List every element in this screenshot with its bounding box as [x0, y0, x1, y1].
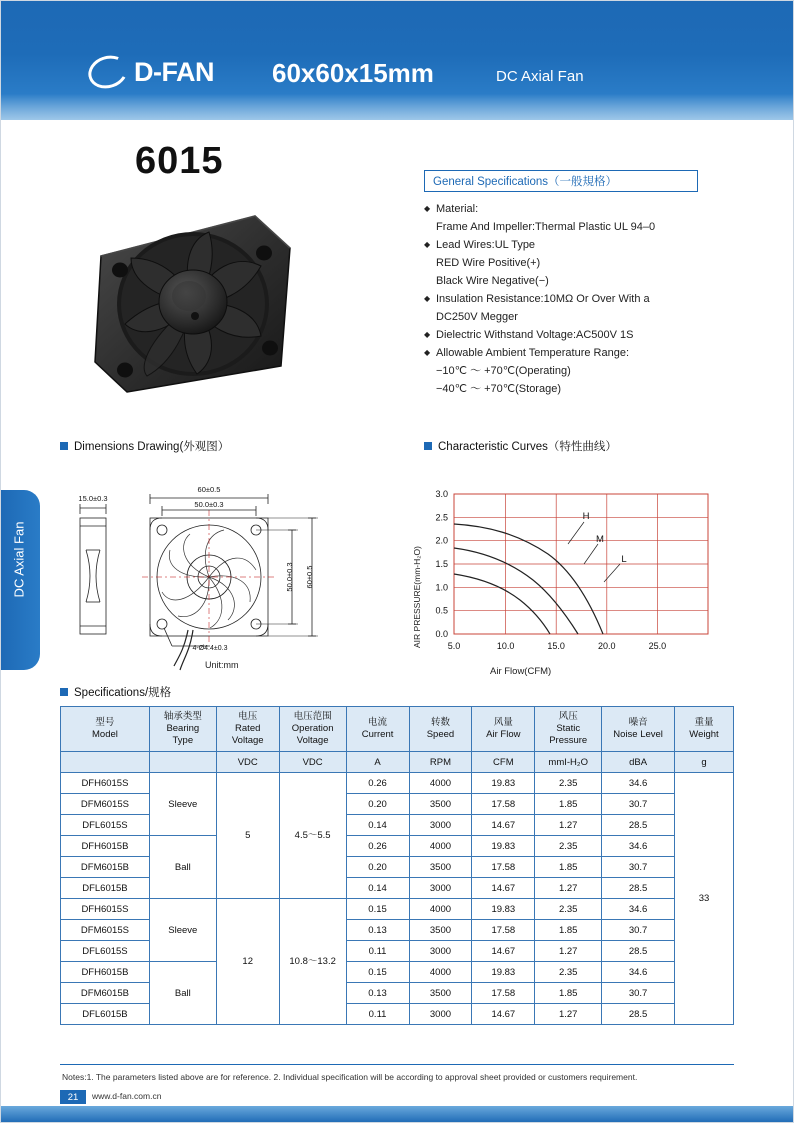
cell-rated-voltage: 12 — [216, 899, 279, 1025]
cell-noise: 28.5 — [602, 941, 675, 962]
svg-text:50.0±0.3: 50.0±0.3 — [194, 500, 224, 509]
cell-speed: 3000 — [409, 815, 472, 836]
fan-product-photo — [85, 196, 300, 411]
specifications-table — [60, 706, 734, 1025]
footer-band — [0, 1106, 794, 1123]
svg-text:H: H — [582, 511, 590, 522]
spec-item-megger: DC250V Megger — [436, 311, 518, 323]
dimensions-heading — [60, 438, 229, 454]
cell-current: 0.26 — [346, 836, 409, 857]
unit-static-pressure: mmI-H₂O — [535, 752, 602, 773]
cell-model: DFL6015B — [61, 1004, 150, 1025]
cell-static-pressure: 1.85 — [535, 794, 602, 815]
cell-current: 0.13 — [346, 920, 409, 941]
unit-model — [61, 752, 150, 773]
cell-air-flow: 19.83 — [472, 962, 535, 983]
footer-website: www.d-fan.com.cn — [92, 1091, 162, 1101]
cell-rated-voltage: 5 — [216, 773, 279, 899]
cell-noise: 28.5 — [602, 1004, 675, 1025]
cell-current: 0.20 — [346, 794, 409, 815]
cell-air-flow: 17.58 — [472, 794, 535, 815]
svg-text:4-Ø4.4±0.3: 4-Ø4.4±0.3 — [192, 645, 228, 652]
col-model: 型号 Model — [61, 707, 150, 752]
cell-speed: 4000 — [409, 836, 472, 857]
unit-operation-voltage: VDC — [279, 752, 346, 773]
general-specifications-list — [424, 200, 754, 398]
col-operation-voltage: 电压范围 Operation Voltage — [279, 707, 346, 752]
table-row — [61, 899, 734, 920]
cell-speed: 4000 — [409, 962, 472, 983]
cell-air-flow: 17.58 — [472, 983, 535, 1004]
cell-static-pressure: 1.85 — [535, 983, 602, 1004]
cell-air-flow: 14.67 — [472, 815, 535, 836]
cell-static-pressure: 1.27 — [535, 1004, 602, 1025]
col-speed: 转数 Speed — [409, 707, 472, 752]
cell-model: DFM6015B — [61, 857, 150, 878]
svg-text:M: M — [596, 534, 604, 545]
dimensions-heading-label: Dimensions Drawing(外观图） — [74, 441, 230, 453]
cell-air-flow: 14.67 — [472, 941, 535, 962]
cell-air-flow: 17.58 — [472, 857, 535, 878]
spec-item-ambient-temp: ◆ Allowable Ambient Temperature Range: — [424, 344, 754, 362]
spec-item-lead-wires: ◆ Lead Wires:UL Type — [424, 236, 754, 254]
cell-model: DFH6015B — [61, 836, 150, 857]
cell-current: 0.15 — [346, 899, 409, 920]
svg-text:L: L — [621, 554, 627, 565]
cell-air-flow: 14.67 — [472, 878, 535, 899]
cell-operation-voltage: 4.5～5.5 — [279, 773, 346, 899]
specifications-heading — [60, 684, 171, 700]
cell-model: DFM6015S — [61, 920, 150, 941]
cell-operation-voltage: 10.8～13.2 — [279, 899, 346, 1025]
bullet-square-icon — [60, 688, 68, 696]
product-dimension-title: 60x60x15mm — [272, 58, 434, 88]
brand-logo — [88, 56, 214, 88]
bullet-square-icon — [60, 442, 68, 450]
footer-divider — [60, 1064, 734, 1065]
col-rated-voltage: 电压 Rated Voltage — [216, 707, 279, 752]
cell-air-flow: 19.83 — [472, 773, 535, 794]
spec-item-storage-temp: −40℃ ～ +70℃(Storage) — [436, 383, 561, 395]
svg-text:0.0: 0.0 — [435, 629, 448, 639]
cell-noise: 34.6 — [602, 962, 675, 983]
unit-weight: g — [675, 752, 734, 773]
cell-speed: 3500 — [409, 920, 472, 941]
cell-current: 0.15 — [346, 962, 409, 983]
col-weight: 重量 Weight — [675, 707, 734, 752]
chart-y-axis-label: AIR PRESSURE(mm-H₂O) — [412, 546, 422, 648]
col-static-pressure: 风压 Static Pressure — [535, 707, 602, 752]
cell-noise: 34.6 — [602, 836, 675, 857]
svg-text:2.5: 2.5 — [435, 512, 448, 523]
page-number: 21 — [60, 1090, 86, 1104]
col-current: 电流 Current — [346, 707, 409, 752]
cell-static-pressure: 1.85 — [535, 920, 602, 941]
cell-static-pressure: 1.27 — [535, 815, 602, 836]
cell-current: 0.14 — [346, 815, 409, 836]
chart-x-axis-label: Air Flow(CFM) — [490, 666, 552, 677]
cell-bearing: Sleeve — [149, 773, 216, 836]
svg-text:1.0: 1.0 — [435, 582, 448, 593]
cell-speed: 3000 — [409, 878, 472, 899]
cell-model: DFM6015S — [61, 794, 150, 815]
cell-speed: 4000 — [409, 899, 472, 920]
cell-static-pressure: 1.27 — [535, 878, 602, 899]
brand-name: D-FAN — [134, 56, 214, 87]
side-tab-dc-axial-fan — [0, 490, 40, 670]
cell-static-pressure: 2.35 — [535, 962, 602, 983]
cell-bearing: Ball — [149, 962, 216, 1025]
unit-bearing — [149, 752, 216, 773]
table-row — [61, 962, 734, 983]
cell-air-flow: 17.58 — [472, 920, 535, 941]
svg-text:10.0: 10.0 — [496, 641, 515, 651]
svg-text:3.0: 3.0 — [435, 489, 448, 499]
cell-static-pressure: 2.35 — [535, 899, 602, 920]
unit-air-flow: CFM — [472, 752, 535, 773]
spec-item-black-wire: Black Wire Negative(−) — [436, 275, 549, 287]
table-row — [61, 773, 734, 794]
unit-rated-voltage: VDC — [216, 752, 279, 773]
spec-item-insulation: ◆ Insulation Resistance:10MΩ Or Over With a — [424, 290, 754, 308]
cell-current: 0.11 — [346, 1004, 409, 1025]
cell-current: 0.13 — [346, 983, 409, 1004]
table-header-row-1 — [61, 707, 734, 752]
dimensions-drawing — [60, 480, 390, 680]
col-noise-level: 噪音 Noise Level — [602, 707, 675, 752]
spec-item-dielectric: ◆ Dielectric Withstand Voltage:AC500V 1S — [424, 326, 754, 344]
svg-text:20.0: 20.0 — [598, 641, 616, 651]
svg-text:1.5: 1.5 — [435, 559, 448, 569]
general-specifications-title: General Specifications（一般規格） — [424, 170, 698, 192]
cell-noise: 34.6 — [602, 899, 675, 920]
curves-heading-label: Characteristic Curves（特性曲线） — [438, 441, 617, 453]
cell-noise: 28.5 — [602, 815, 675, 836]
spec-item-frame: Frame And Impeller:Thermal Plastic UL 94–0 — [436, 221, 656, 233]
notes-text: Notes:1. The parameters listed above are for reference. 2. Individual specification will be according to approval sheet provided or customers requirement. — [62, 1072, 638, 1082]
cell-static-pressure: 1.85 — [535, 857, 602, 878]
ellipse-logo-icon — [84, 51, 132, 94]
spec-item-operating-temp: −10℃ ～ +70℃(Operating) — [436, 365, 571, 377]
svg-text:50.0±0.3: 50.0±0.3 — [285, 562, 294, 592]
cell-speed: 3500 — [409, 794, 472, 815]
svg-text:60±0.5: 60±0.5 — [305, 565, 314, 589]
cell-model: DFH6015S — [61, 773, 150, 794]
cell-current: 0.11 — [346, 941, 409, 962]
curves-heading — [424, 438, 617, 454]
cell-speed: 3000 — [409, 1004, 472, 1025]
cell-air-flow: 19.83 — [472, 899, 535, 920]
product-type-subtitle: DC Axial Fan — [496, 68, 584, 85]
cell-noise: 30.7 — [602, 857, 675, 878]
cell-bearing: Ball — [149, 836, 216, 899]
cell-model: DFH6015S — [61, 899, 150, 920]
svg-text:15.0: 15.0 — [547, 641, 565, 651]
characteristic-curves-chart — [398, 482, 758, 682]
col-air-flow: 风量 Air Flow — [472, 707, 535, 752]
cell-static-pressure: 2.35 — [535, 773, 602, 794]
cell-noise: 34.6 — [602, 773, 675, 794]
dimensions-unit-label: Unit:mm — [205, 660, 239, 670]
table-row — [61, 836, 734, 857]
unit-speed: RPM — [409, 752, 472, 773]
cell-current: 0.26 — [346, 773, 409, 794]
svg-text:25.0: 25.0 — [648, 641, 667, 651]
cell-speed: 3000 — [409, 941, 472, 962]
cell-noise: 30.7 — [602, 920, 675, 941]
cell-current: 0.20 — [346, 857, 409, 878]
cell-static-pressure: 2.35 — [535, 836, 602, 857]
bullet-square-icon — [424, 442, 432, 450]
page-header — [0, 0, 794, 120]
unit-noise-level: dBA — [602, 752, 675, 773]
cell-model: DFM6015B — [61, 983, 150, 1004]
svg-text:2.0: 2.0 — [435, 535, 448, 546]
svg-text:0.5: 0.5 — [435, 605, 448, 616]
cell-noise: 28.5 — [602, 878, 675, 899]
cell-air-flow: 14.67 — [472, 1004, 535, 1025]
cell-speed: 3500 — [409, 983, 472, 1004]
col-bearing-type: 轴承类型 Bearing Type — [149, 707, 216, 752]
cell-speed: 4000 — [409, 773, 472, 794]
specifications-heading-label: Specifications/规格 — [74, 687, 172, 699]
side-tab-label: DC Axial Fan — [11, 521, 27, 598]
model-number: 6015 — [135, 140, 224, 182]
svg-text:15.0±0.3: 15.0±0.3 — [78, 494, 108, 503]
cell-model: DFL6015S — [61, 815, 150, 836]
cell-speed: 3500 — [409, 857, 472, 878]
cell-air-flow: 19.83 — [472, 836, 535, 857]
svg-text:60±0.5: 60±0.5 — [197, 485, 221, 494]
cell-model: DFH6015B — [61, 962, 150, 983]
cell-noise: 30.7 — [602, 794, 675, 815]
table-header-row-2 — [61, 752, 734, 773]
cell-bearing: Sleeve — [149, 899, 216, 962]
svg-text:5.0: 5.0 — [447, 641, 461, 651]
cell-weight: 33 — [675, 773, 734, 1025]
cell-model: DFL6015B — [61, 878, 150, 899]
cell-model: DFL6015S — [61, 941, 150, 962]
spec-item-red-wire: RED Wire Positive(+) — [436, 257, 541, 269]
spec-item-material: ◆ Material: — [424, 200, 754, 218]
unit-current: A — [346, 752, 409, 773]
cell-current: 0.14 — [346, 878, 409, 899]
cell-noise: 30.7 — [602, 983, 675, 1004]
cell-static-pressure: 1.27 — [535, 941, 602, 962]
